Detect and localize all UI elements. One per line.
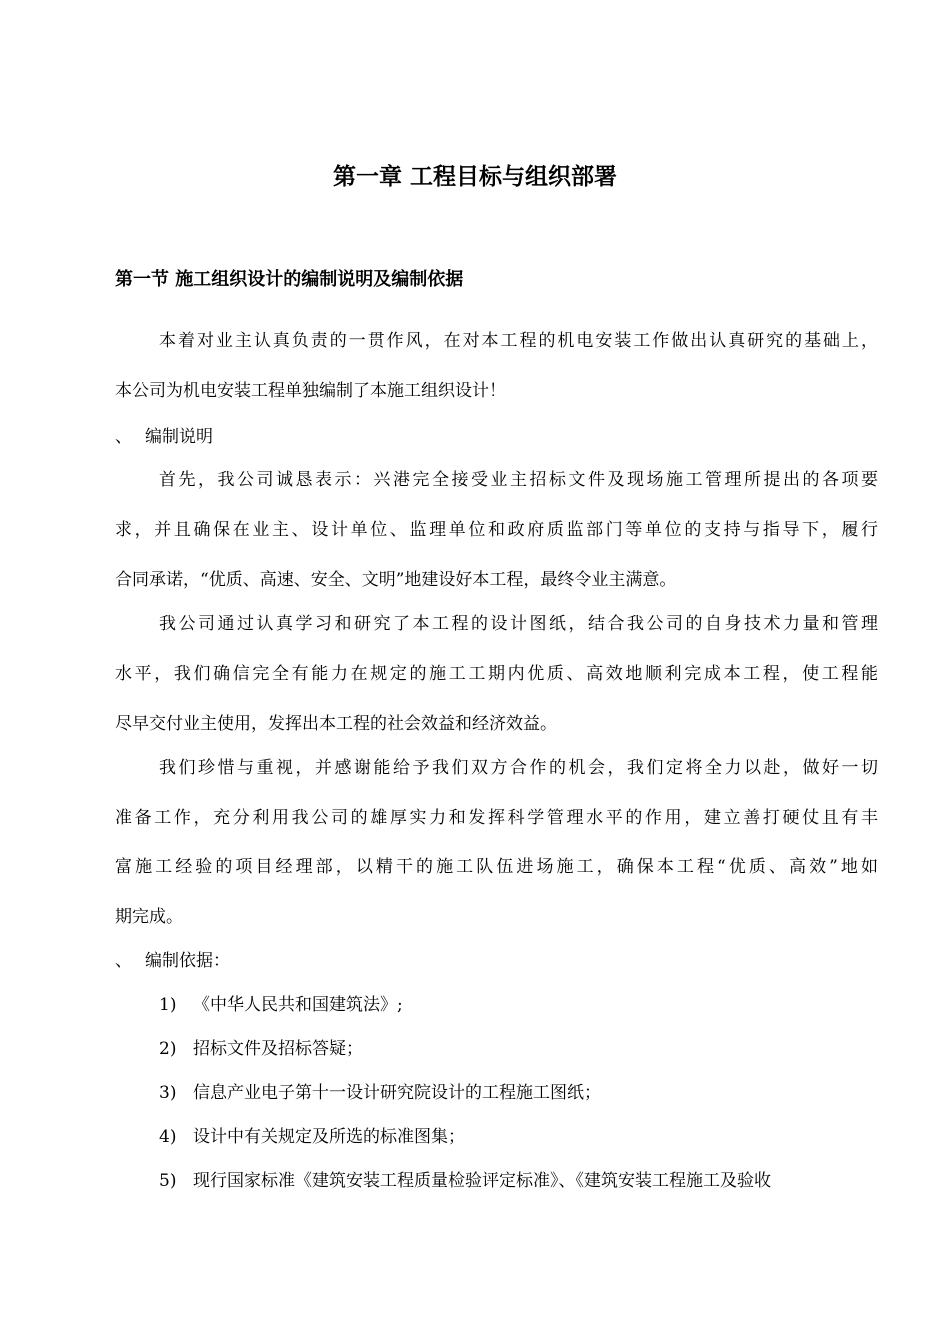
basis-item-number: 1) (159, 995, 177, 1015)
basis-item-text: 设计中有关规定及所选的标准图集； (193, 1127, 465, 1147)
para-3-line-4: 期完成。 (115, 907, 183, 927)
heading-text: 编制说明 (145, 427, 213, 447)
section-title: 第一节 施工组织设计的编制说明及编制依据 (115, 269, 464, 290)
heading-compilation-notes (115, 424, 213, 450)
basis-item-number: 5) (159, 1171, 177, 1191)
para-2-line-2: 水平，我们确信完全有能力在规定的施工工期内优质、高效地顺利完成本工程，使工程能 (115, 664, 878, 684)
basis-item-number: 4) (159, 1127, 177, 1147)
para-1-line-1: 首先，我公司诚恳表示：兴港完全接受业主招标文件及现场施工管理所提出的各项要 (159, 470, 878, 490)
basis-item-2 (159, 1036, 363, 1062)
para-3-line-3: 富施工经验的项目经理部，以精干的施工队伍进场施工，确保本工程“优质、高效”地如 (115, 857, 878, 877)
para-1-line-3: 合同承诺，“优质、高速、安全、文明”地建设好本工程，最终令业主满意。 (115, 570, 677, 590)
basis-item-number: 3) (159, 1083, 177, 1103)
para-2-line-3: 尽早交付业主使用，发挥出本工程的社会效益和经济效益。 (115, 714, 557, 734)
heading-marker: 、 (115, 427, 132, 447)
para-3-line-2: 准备工作，充分利用我公司的雄厚实力和发挥科学管理水平的作用，建立善打硬仗且有丰 (115, 808, 878, 828)
basis-item-text: 现行国家标准《建筑安装工程质量检验评定标准》、《建筑安装工程施工及验收 (193, 1171, 771, 1191)
basis-item-1 (159, 992, 403, 1018)
chapter-title: 第一章 工程目标与组织部署 (332, 164, 617, 190)
basis-item-5 (159, 1168, 771, 1194)
heading-text: 编制依据： (145, 951, 230, 971)
basis-item-text: 《中华人民共和国建筑法》; (193, 995, 403, 1015)
heading-marker: 、 (115, 951, 132, 971)
basis-item-3 (159, 1080, 601, 1106)
basis-item-4 (159, 1124, 465, 1150)
basis-item-text: 招标文件及招标答疑； (193, 1039, 363, 1059)
intro-line-1: 本着对业主认真负责的一贯作风，在对本工程的机电安装工作做出认真研究的基础上， (159, 331, 878, 351)
intro-line-2: 本公司为机电安装工程单独编制了本施工组织设计！ (115, 381, 506, 401)
basis-item-number: 2) (159, 1039, 177, 1059)
basis-item-text: 信息产业电子第十一设计研究院设计的工程施工图纸； (193, 1083, 601, 1103)
para-3-line-1: 我们珍惜与重视，并感谢能给予我们双方合作的机会，我们定将全力以赴，做好一切 (159, 758, 878, 778)
heading-compilation-basis (115, 948, 230, 974)
para-1-line-2: 求，并且确保在业主、设计单位、监理单位和政府质监部门等单位的支持与指导下，履行 (115, 520, 878, 540)
para-2-line-1: 我公司通过认真学习和研究了本工程的设计图纸，结合我公司的自身技术力量和管理 (159, 614, 878, 634)
